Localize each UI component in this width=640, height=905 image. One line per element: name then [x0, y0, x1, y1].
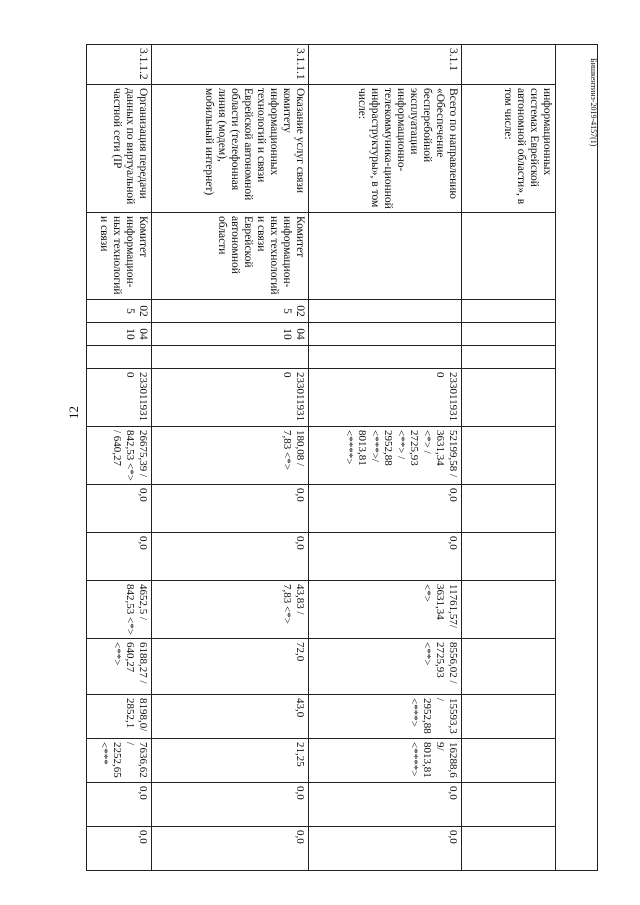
page-number: 12 — [66, 406, 81, 419]
cell-kcsr — [462, 369, 556, 427]
cell-kcsr: 2330119310 — [309, 369, 462, 427]
cell-code — [462, 323, 556, 346]
cell-code: 0410 — [87, 323, 152, 346]
cell-value: 43,83 / 7,83 <*> — [152, 581, 309, 639]
table-row — [309, 45, 462, 871]
cell-value: 0,0 — [309, 533, 462, 581]
cell-total: 26675,39 / 842,53 <*> / 640,27 — [87, 427, 152, 485]
cell-name: информационных системах Еврейской автономной области», в том числе: — [462, 85, 556, 213]
cell-kcsr: 2330119310 — [87, 369, 152, 427]
cell-value: 21,25 — [152, 739, 309, 783]
cell-number: 3.1.1.2 — [87, 45, 152, 85]
cell-code — [462, 300, 556, 323]
cell-value: 0,0 — [152, 783, 309, 827]
cell-value: 0,0 — [309, 783, 462, 827]
cell-value: 0,0 — [87, 485, 152, 533]
cell-code — [87, 346, 152, 369]
cell-value: 0,0 — [309, 827, 462, 871]
cell-value: 43,0 — [152, 695, 309, 739]
cell-value: 0,0 — [152, 533, 309, 581]
cell-code — [462, 346, 556, 369]
cell-value: 11761,57/ 3631,34 <*> — [309, 581, 462, 639]
cell-value — [462, 581, 556, 639]
cell-value — [462, 739, 556, 783]
table-row — [462, 45, 556, 871]
cell-value — [462, 783, 556, 827]
cell-kcsr: 2330119310 — [152, 369, 309, 427]
cell-value: 15593,3/ 2952,88 <***> — [309, 695, 462, 739]
cell-number — [462, 45, 556, 85]
cell-name: Организация передачи данных по виртуальной частной сети (IP — [87, 85, 152, 213]
cell-value: 0,0 — [87, 827, 152, 871]
cell-name: Оказание услуг связи комитету информационных технологий и связи Еврейской автономной области (телефонная линия (модем), мобильный интернет) — [152, 85, 309, 213]
cell-value: 0,0 — [87, 783, 152, 827]
cell-value — [462, 485, 556, 533]
cell-value: 72,0 — [152, 639, 309, 695]
document-footer-code: Бишкентинз-2019-4157(1) — [589, 58, 598, 147]
cell-name: Всего по направлению «Обеспечение бесперебойной эксплуатации информационно-телекоммуника-ционной инфраструктуры», в том числе: — [309, 85, 462, 213]
cell-value: 8556,02 / 2725,93 <**> — [309, 639, 462, 695]
table-row — [152, 45, 309, 871]
cell-value: 0,0 — [87, 533, 152, 581]
cell-number: 3.1.1 — [309, 45, 462, 85]
cell-total — [462, 427, 556, 485]
cell-executor — [309, 213, 462, 300]
cell-value — [462, 639, 556, 695]
cell-code — [309, 323, 462, 346]
budget-table — [86, 44, 598, 871]
cell-value: 0,0 — [152, 485, 309, 533]
cell-number: 3.1.1.1 — [152, 45, 309, 85]
cell-top — [556, 45, 598, 871]
cell-code — [309, 300, 462, 323]
cell-total: 180,08 / 7,83 <*> — [152, 427, 309, 485]
cell-value: 6188,27 / 640,27 <**> — [87, 639, 152, 695]
cell-value — [462, 827, 556, 871]
cell-value — [462, 695, 556, 739]
table-row — [87, 45, 152, 871]
cell-value: 4652,5 / 842,53 <*> — [87, 581, 152, 639]
cell-code — [152, 346, 309, 369]
cell-value: 8198,0/ 2852,1 — [87, 695, 152, 739]
rotated-table-container — [87, 44, 598, 870]
table-row — [556, 45, 598, 871]
cell-value: 16288,69/ 8013,81 <****> — [309, 739, 462, 783]
cell-executor: Комитет информацион-ных технологий и связи Еврейской автономной области — [152, 213, 309, 300]
cell-executor — [462, 213, 556, 300]
cell-code: 0410 — [152, 323, 309, 346]
cell-value: 0,0 — [152, 827, 309, 871]
cell-code — [309, 346, 462, 369]
cell-value: 7636,62/ 2252,65<*** — [87, 739, 152, 783]
cell-value — [462, 533, 556, 581]
cell-value: 0,0 — [309, 485, 462, 533]
cell-code: 025 — [152, 300, 309, 323]
cell-total: 52199,58 / 3631,34 <*> / 2725,93 <**> / 2952,88 <***>/ 8013,81 <****> — [309, 427, 462, 485]
cell-executor: Комитет информацион-ных технологий и связи — [87, 213, 152, 300]
cell-code: 025 — [87, 300, 152, 323]
